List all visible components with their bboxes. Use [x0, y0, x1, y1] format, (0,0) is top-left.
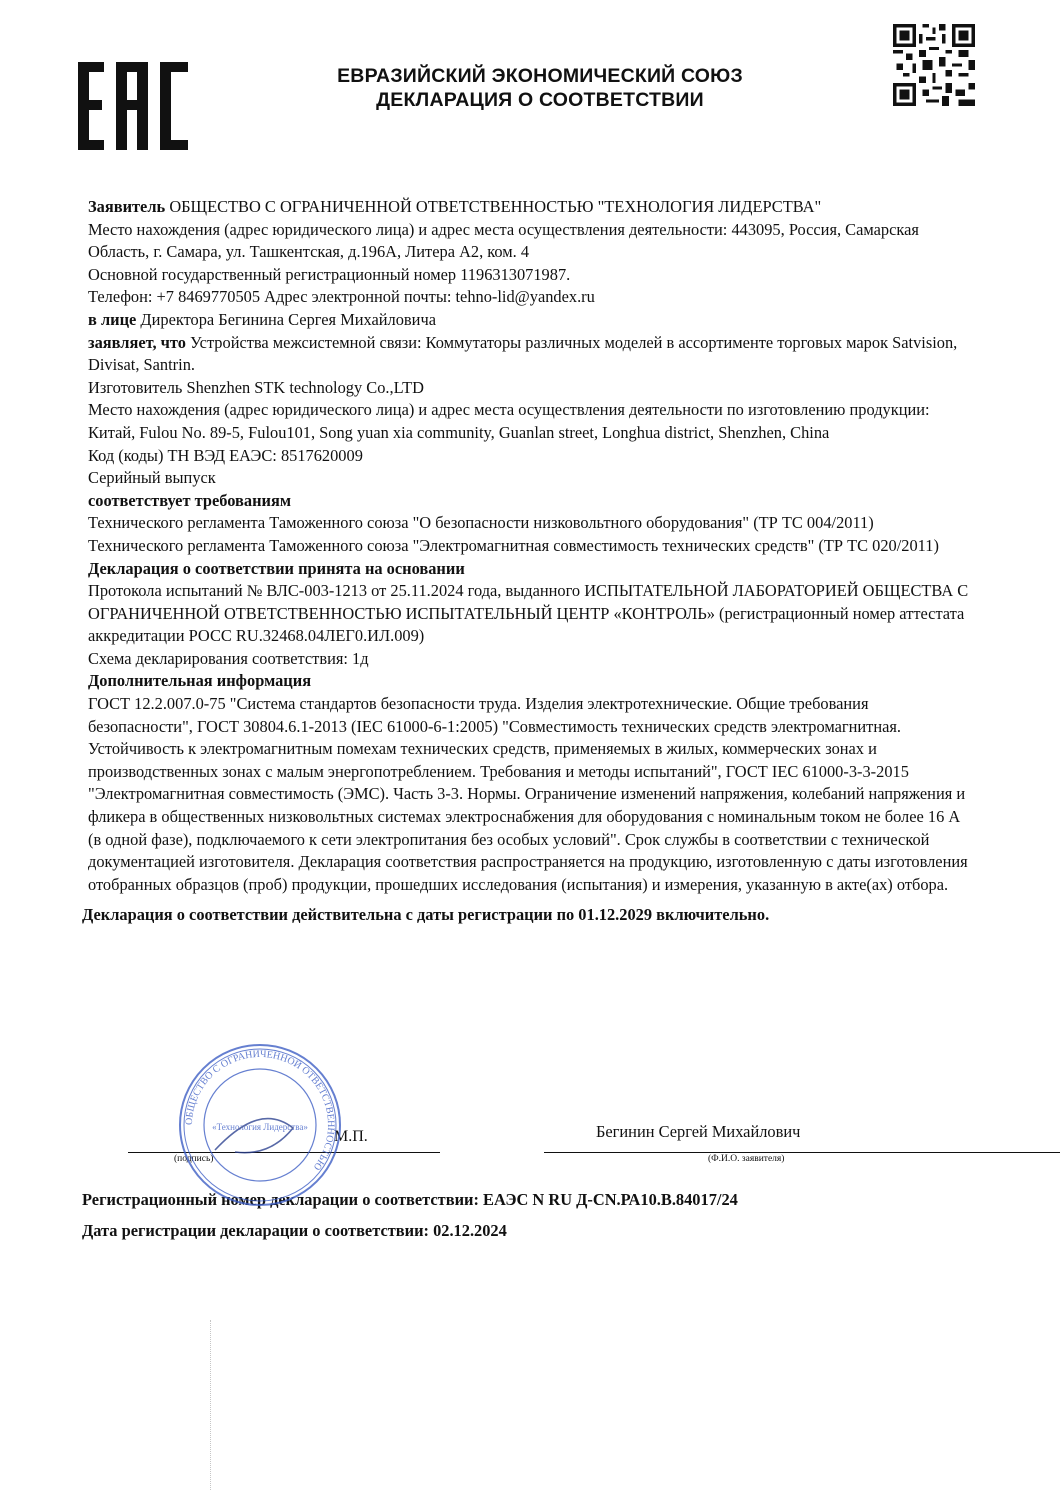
scan-fold-line [210, 1320, 211, 1490]
applicant-label: Заявитель [88, 197, 166, 216]
header-declaration-title: ДЕКЛАРАЦИЯ О СООТВЕТСТВИИ [376, 89, 704, 111]
applicant-address: Место нахождения (адрес юридического лица) и адрес места осуществления деятельности: 443095, Россия, Самарская Область, г. Самара, ул. Ташкентская, д.196А, Литера А2, ком. 4 [88, 219, 919, 262]
declaration-scheme: Схема декларирования соответствия: 1д [88, 648, 369, 668]
additional-info-text: ГОСТ 12.2.007.0-75 "Система стандартов безопасности труда. Изделия электротехнические. Общие требования безопасности", ГОСТ 30804.6.1-2013 (IEC 61000-6-1:2005) "Совместимость технических средств электромагнитная. Устойчивость к электромагнитным помехам технических средств, применяемых в жилых, коммерческих зонах и производственных зонах с малым энергопотреблением. Требования и методы испытаний", ГОСТ IEC 61000-3-3-2015 "Электромагнитная совместимость (ЭМС). Часть 3-3. Нормы. Ограничение изменений напряжения, колебаний напряжения и фликера в общественных низковольтных системах электроснабжения для оборудования с номинальным током не более 16 А (в одной фазе), подключаемого к сети электропитания без особых условий". Срок службы в соответствии с технической документацией изготовителя. Декларация соответствия распространяется на продукцию, изготовленную с даты изготовления отобранных образцов (проб) продукции, прошедших исследования (испытания) и измерения, указанную в акте(ах) отбора. [88, 694, 968, 894]
declares-block [88, 332, 973, 377]
requirement-item: Технического регламента Таможенного союза "Электромагнитная совместимость технических средств" (ТР ТС 020/2011) [88, 535, 939, 555]
validity-statement: Декларация о соответствии действительна с даты регистрации по 01.12.2029 включительно. [82, 905, 770, 925]
tn-ved-code: Код (коды) ТН ВЭД ЕАЭС: 8517620009 [88, 445, 363, 465]
additional-info-heading: Дополнительная информация [88, 671, 312, 691]
svg-text:ОБЩЕСТВО С ОГРАНИЧЕННОЙ ОТВЕТС [184, 1049, 336, 1172]
applicant-contacts: Телефон: +7 8469770505 Адрес электронной почты: tehno-lid@yandex.ru [88, 287, 595, 307]
serial-production: Серийный выпуск [88, 468, 216, 488]
declares-label: заявляет, что [88, 332, 186, 352]
stamp-outer-text: ОБЩЕСТВО С ОГРАНИЧЕННОЙ ОТВЕТСТВЕННОСТЬЮ [183, 1048, 337, 1173]
applicant-name: ОБЩЕСТВО С ОГРАНИЧЕННОЙ ОТВЕТСТВЕННОСТЬЮ "ТЕХНОЛОГИЯ ЛИДЕРСТВА" [169, 197, 822, 216]
basis-heading: Декларация о соответствии принята на основании [88, 558, 465, 578]
eac-logo [78, 60, 188, 152]
stamp-inner-text: «Технология Лидерства» [212, 1122, 308, 1132]
requirement-item: Технического регламента Таможенного союза "О безопасности низковольтного оборудования" (ТР ТС 004/2011) [88, 513, 874, 533]
company-stamp [175, 1040, 345, 1210]
header-union-title: ЕВРАЗИЙСКИЙ ЭКОНОМИЧЕСКИЙ СОЮЗ [337, 65, 743, 87]
test-protocol: Протокола испытаний № ВЛС-003-1213 от 25.11.2024 года, выданного ИСПЫТАТЕЛЬНОЙ ЛАБОРАТОРИЕЙ ОБЩЕСТВА С ОГРАНИЧЕННОЙ ОТВЕТСТВЕННОСТЬЮ ИСПЫТАТЕЛЬНЫЙ ЦЕНТР «КОНТРОЛЬ» (регистрационный номер аттестата аккредитации РОСС RU.32468.04ЛЕГ0.ИЛ.009) [88, 581, 969, 646]
product-description: Устройства межсистемной связи: Коммутаторы различных моделей в ассортименте торговых марок Satvision, Divisat, Santrin. [88, 332, 958, 375]
signature-caption: (подпись) [174, 1154, 214, 1164]
signer-name: Бегинин Сергей Михайлович [596, 1122, 801, 1141]
registration-date: Дата регистрации декларации о соответствии: 02.12.2024 [82, 1221, 507, 1240]
representative-value: Директора Бегинина Сергея Михайловича [140, 309, 436, 329]
document-header [240, 64, 840, 112]
manufacturer-name: Изготовитель Shenzhen STK technology Co.,LTD [88, 377, 424, 397]
representative-label: в лице [88, 309, 137, 329]
registration-number: Регистрационный номер декларации о соответствии: ЕАЭС N RU Д-CN.РА10.В.84017/24 [82, 1190, 738, 1209]
manufacturer-address: Место нахождения (адрес юридического лица) и адрес места осуществления деятельности по изготовлению продукции: Китай, Fulou No. 89-5, Fulou101, Song yuan xia community, Guanlan street, Longhua district, Shenzhen, China [88, 400, 930, 442]
qr-code-icon [893, 24, 975, 106]
requirements-heading: соответствует требованиям [88, 490, 291, 510]
representative-block [88, 309, 973, 332]
declaration-body [82, 196, 973, 927]
seal-placeholder: М.П. [334, 1128, 368, 1145]
signer-name-line [544, 1152, 1060, 1153]
applicant-block [88, 196, 973, 219]
signer-caption: (Ф.И.О. заявителя) [708, 1154, 785, 1164]
applicant-ogrn: Основной государственный регистрационный номер 1196313071987. [88, 264, 571, 284]
